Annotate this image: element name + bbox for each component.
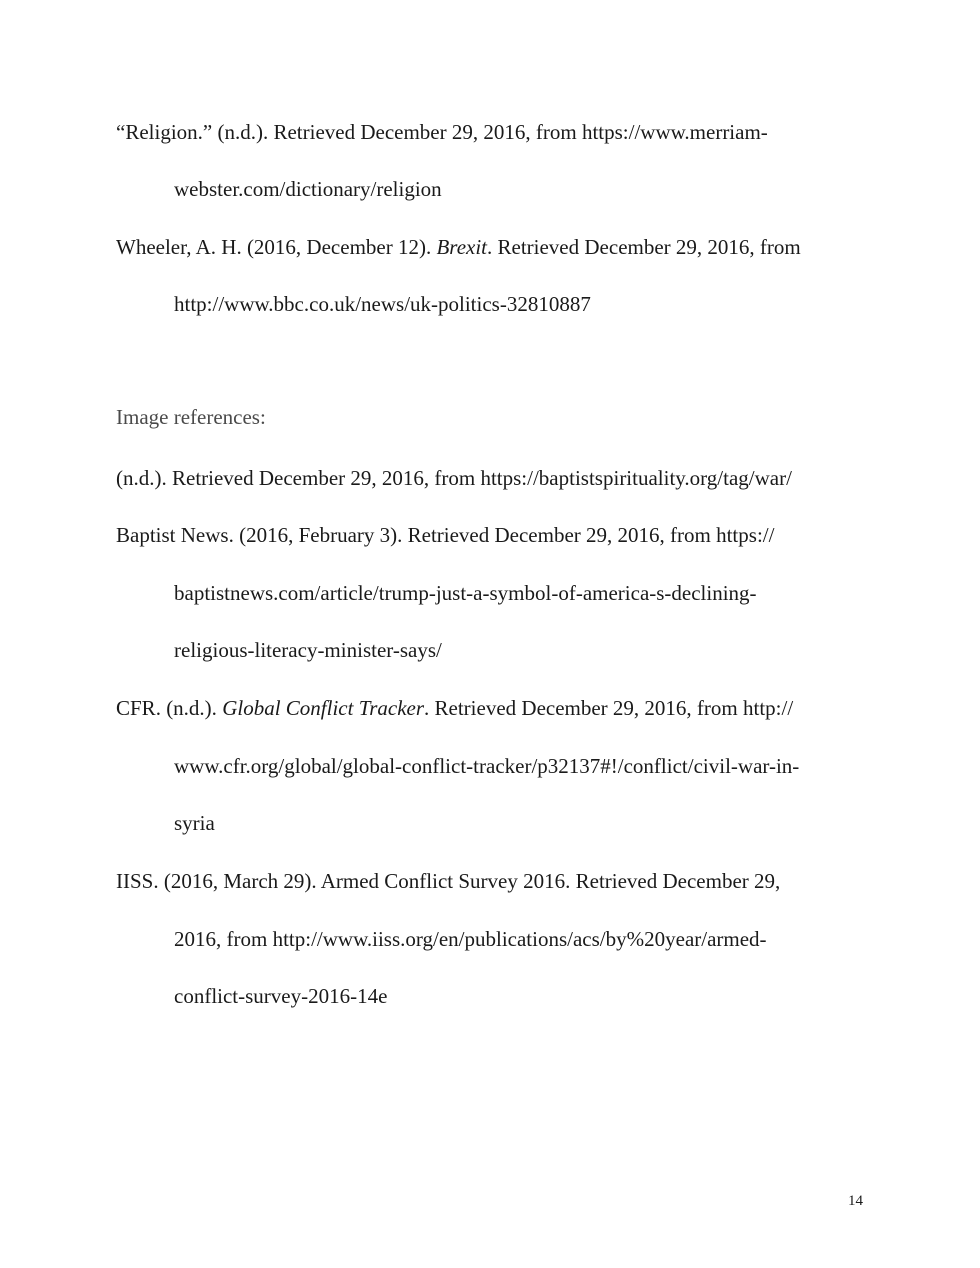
image-reference-line: Baptist News. (2016, February 3). Retrieved December 29, 2016, from https://: [116, 523, 775, 547]
image-reference-line: syria: [174, 811, 215, 835]
image-reference-line: (n.d.). Retrieved December 29, 2016, from https://baptistspirituality.org/tag/war/: [116, 466, 792, 490]
image-reference-line: religious-literacy-minister-says/: [174, 638, 442, 662]
image-reference-line: baptistnews.com/article/trump-just-a-symbol-of-america-s-declining-: [174, 581, 757, 605]
reference-line: Wheeler, A. H. (2016, December 12). Brexit. Retrieved December 29, 2016, from: [116, 235, 801, 259]
image-reference-line: 2016, from http://www.iiss.org/en/publications/acs/by%20year/armed-: [174, 927, 767, 951]
image-references-heading: Image references:: [116, 405, 266, 429]
image-reference-line: CFR. (n.d.). Global Conflict Tracker. Retrieved December 29, 2016, from http://: [116, 696, 794, 720]
page-number: 14: [848, 1193, 863, 1209]
reference-line: http://www.bbc.co.uk/news/uk-politics-32810887: [174, 292, 591, 316]
reference-line: webster.com/dictionary/religion: [174, 177, 442, 201]
reference-title: Brexit: [436, 235, 487, 259]
image-reference-line: www.cfr.org/global/global-conflict-tracker/p32137#!/conflict/civil-war-in-: [174, 754, 800, 778]
image-reference-line: conflict-survey-2016-14e: [174, 984, 388, 1008]
image-reference-line: IISS. (2016, March 29). Armed Conflict Survey 2016. Retrieved December 29,: [116, 869, 781, 893]
reference-title: Global Conflict Tracker: [222, 696, 425, 720]
reference-line: “Religion.” (n.d.). Retrieved December 29, 2016, from https://www.merriam-: [116, 120, 768, 144]
